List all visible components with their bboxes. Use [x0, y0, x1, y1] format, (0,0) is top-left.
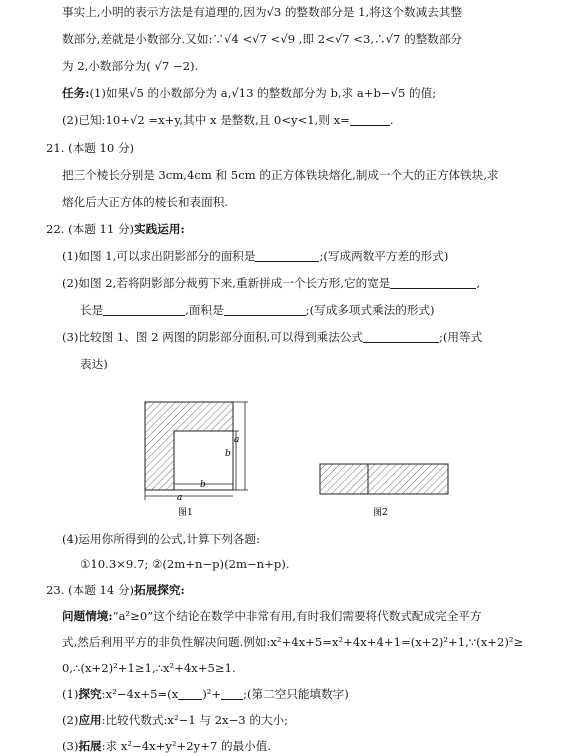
q22-part3-end: ;(用等式 [438, 330, 483, 344]
q23-p3-text: :求 x²−4x+y²+2y+7 的最小值. [101, 739, 272, 753]
q22-part1-end: ;(写成两数平方差的形式) [319, 249, 449, 263]
q23-number: 23. (本题 14 分) [46, 583, 135, 597]
answer-blank-length[interactable] [103, 303, 185, 316]
text-line-3: 为 2,小数部分为( √7 −2). [62, 59, 199, 73]
task2-end: . [389, 113, 394, 127]
q23-part3 [62, 738, 271, 754]
q23-context-2: 式,然后利用平方的非负性解决问题.例如:x²+4x+5=x²+4x+4+1=(x+2)²+1,∵(x+2)²≥ [62, 635, 524, 649]
q22-length-label: 长是 [80, 303, 104, 317]
q22-part4-items: ①10.3×9.7; ②(2m+n−p)(2m−n+p). [80, 557, 290, 571]
task-label: 任务: [62, 86, 90, 100]
q23-p1-label: 探究 [78, 687, 102, 701]
fig2-rectangle [320, 464, 448, 494]
q22-part2-note: ;(写成多项式乘法的形式) [305, 303, 435, 317]
q23-p1-text: :x²−4x+5=(x [101, 687, 179, 701]
q23-p3-label: 拓展 [78, 739, 102, 753]
q22-part2-text: (2)如图 2,若将阴影部分裁剪下来,重新拼成一个长方形,它的宽是 [62, 276, 391, 290]
q23-p1-mid: )²+ [202, 687, 222, 701]
q22-part3-text: (3)比较图 1、图 2 两图的阴影部分面积,可以得到乘法公式 [62, 330, 363, 344]
q22-label: 实践运用: [134, 222, 185, 236]
q23-p1-note: ;(第二空只能填数字) [243, 687, 349, 701]
q22-part3 [62, 329, 482, 345]
q23-label: 拓展探究: [134, 583, 185, 597]
context-label: 问题情境: [62, 609, 113, 623]
fig1-a-right: a [234, 435, 240, 445]
task2-line [62, 112, 394, 128]
q22-part1-text: (1)如图 1,可以求出阴影部分的面积是 [62, 249, 256, 263]
q22-part2 [62, 275, 480, 291]
q22-part3-cont: 表达) [80, 357, 108, 371]
question-23-heading [46, 582, 185, 598]
fig1-b-right: b [225, 449, 231, 459]
answer-blank-explore-2[interactable] [221, 687, 243, 700]
context-text: “a²≥0”这个结论在数学中非常有用,有时我们需要将代数式配成完全平方 [112, 609, 482, 623]
q22-part2-cont [80, 302, 435, 318]
answer-blank-area[interactable] [255, 249, 319, 262]
q23-p3-num: (3) [62, 739, 79, 753]
q23-context-3: 0,∴(x+2)²+1≥1,∴x²+4x+5≥1. [62, 661, 236, 675]
q23-part1 [62, 686, 349, 702]
q23-p2-label: 应用 [78, 713, 102, 727]
answer-blank-explore-1[interactable] [178, 687, 202, 700]
q22-area-label: ,面积是 [185, 303, 224, 317]
fig1-b-bottom: b [200, 480, 206, 490]
fig2-caption: 图2 [373, 508, 388, 518]
text-line-2: 数部分,差就是小数部分.又如:∵√4 <√7 <√9 ,即 2<√7 <3,∴√7 的整数部分 [62, 32, 463, 46]
answer-blank-formula[interactable] [363, 330, 439, 343]
q21-line-1: 把三个棱长分别是 3cm,4cm 和 5cm 的正方体铁块熔化,制成一个大的正方体铁块,求 [62, 168, 499, 182]
question-21-heading: 21. (本题 10 分) [46, 141, 135, 155]
task-line [62, 85, 436, 101]
figure-2 [320, 464, 448, 518]
q21-line-2: 熔化后大正方体的棱长和表面积. [62, 195, 228, 209]
q23-context-1 [62, 608, 481, 624]
figure-1 [145, 402, 248, 518]
fig1-a-bottom: a [177, 493, 183, 503]
task2-text: (2)已知:10+√2 =x+y,其中 x 是整数,且 0<y<1,则 x= [62, 113, 350, 127]
answer-blank-x[interactable] [350, 113, 390, 126]
task-text: (1)如果√5 的小数部分为 a,√13 的整数部分为 b,求 a+b−√5 的值; [89, 86, 437, 100]
answer-blank-area2[interactable] [224, 303, 306, 316]
q23-p2-num: (2) [62, 713, 79, 727]
q23-p2-text: :比较代数式:x²−1 与 2x−3 的大小; [101, 713, 289, 727]
q22-part1 [62, 248, 448, 264]
fig1-caption: 图1 [178, 508, 193, 518]
figures [136, 392, 466, 522]
q22-number: 22. (本题 11 分) [46, 222, 135, 236]
q22-part4: (4)运用你所得到的公式,计算下列各题: [62, 532, 260, 546]
question-22-heading [46, 221, 185, 237]
answer-blank-width[interactable] [390, 276, 476, 289]
text-line-1: 事实上,小明的表示方法是有道理的,因为√3 的整数部分是 1,将这个数减去其整 [62, 5, 462, 19]
q23-part2 [62, 712, 288, 728]
q22-part2-end: , [476, 276, 481, 290]
q23-p1-num: (1) [62, 687, 79, 701]
